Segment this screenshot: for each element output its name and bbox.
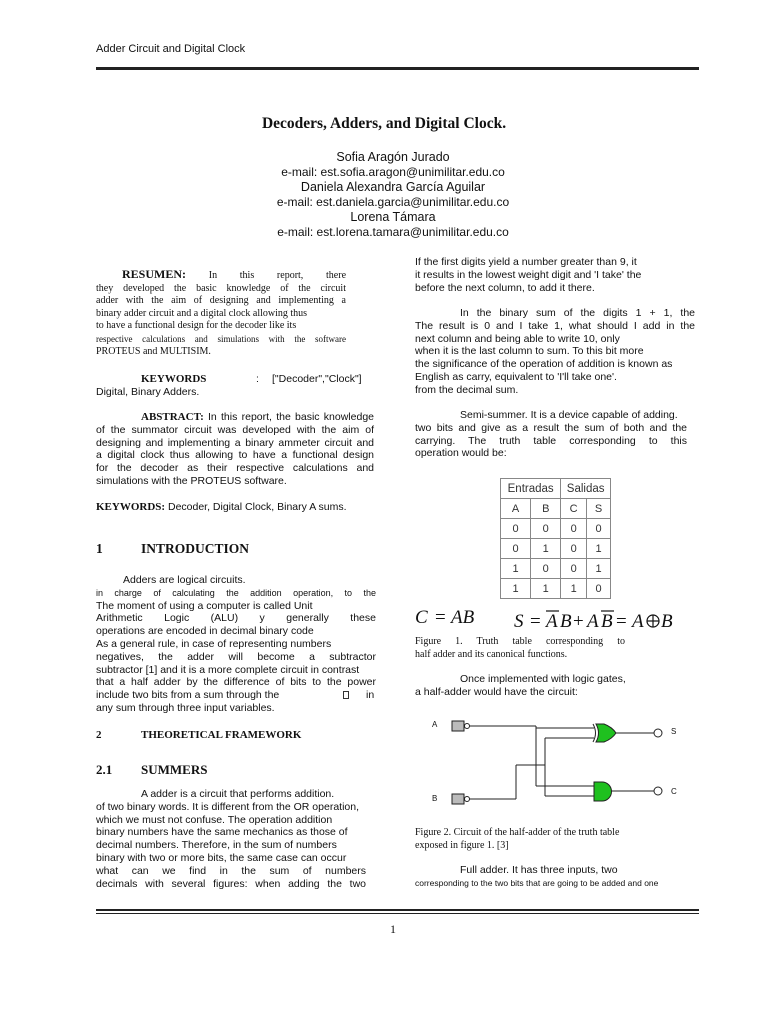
abstract-paragraph (96, 411, 374, 488)
text-line: that a half adder by the difference of bits to the power (96, 676, 376, 689)
text-line: of the summator circuit was developed with the aim of (96, 423, 374, 436)
section-1-number: 1 (96, 541, 103, 556)
right-paragraph-1 (415, 256, 695, 294)
text-line: from the decimal sum. (415, 383, 519, 396)
svg-text:=: = (435, 607, 446, 628)
text-line: operation would be: (415, 447, 507, 460)
text-line: two bits and give as a result the sum of both and the (415, 421, 687, 434)
svg-text:A: A (587, 611, 599, 632)
table-row (501, 519, 611, 539)
text-line: binary numbers have the same mechanics as those of (96, 826, 348, 839)
svg-text:B: B (601, 611, 613, 632)
table-cell: 1 (531, 579, 561, 599)
output-s-label: S (671, 727, 677, 736)
text-line: Semi-summer. It is a device capable of adding. (460, 409, 678, 421)
output-c-label: C (671, 787, 677, 796)
keywords-colon: : (256, 373, 259, 385)
text-line: corresponding to the two bits that are going to be added and one (415, 877, 659, 888)
running-header: Adder Circuit and Digital Clock (96, 43, 246, 55)
and-gate-icon (594, 782, 612, 801)
keywords-en-paragraph (96, 501, 376, 514)
table-cell: 0 (561, 519, 587, 539)
text-line: before the next column, to add it there. (415, 281, 595, 294)
table-group-header: Entradas (501, 479, 561, 499)
text-line: binary adder circuit and a digital clock allowing thus (96, 307, 308, 319)
paper-title: Decoders, Adders, and Digital Clock. (261, 115, 507, 132)
table-header-row (501, 499, 611, 519)
table-column-header: C (561, 499, 587, 519)
table-cell: 1 (531, 539, 561, 559)
footer-rule-thin (96, 913, 699, 914)
table-cell: 0 (531, 519, 561, 539)
section-2-title: THEORETICAL FRAMEWORK (141, 729, 302, 741)
text-line: next column and being able to write 10, only (415, 332, 620, 345)
header-rule (96, 67, 699, 70)
table-cell: 0 (587, 579, 611, 599)
table-cell: 0 (501, 539, 531, 559)
text-line: the significance of the operation of addition is known as (415, 358, 673, 371)
text-line: In this report, the basic knowledge (208, 411, 374, 423)
table-row (501, 539, 611, 559)
text-line: subtractor [1] and it is a more complete circuit in contrast (96, 663, 360, 676)
table-cell: 0 (587, 519, 611, 539)
table-cell: 0 (531, 559, 561, 579)
text-line: Figure 1. Truth table corresponding to (415, 636, 625, 647)
text-line: The moment of using a computer is called Unit (96, 599, 313, 612)
author-name: Sofia Aragón Jurado (336, 150, 450, 164)
figure-1-caption (415, 635, 625, 661)
table-cell: 0 (561, 539, 587, 559)
text-line: As a general rule, in case of representing numbers (96, 637, 332, 650)
section-2-1-title: SUMMERS (141, 762, 208, 777)
text-line: they developed the basic knowledge of the circuit (96, 282, 346, 294)
svg-text:A: A (546, 611, 558, 632)
text-line: simulations with the PROTEUS software. (96, 474, 287, 487)
text-line: Digital, Binary Adders. (96, 386, 200, 398)
table-row (501, 559, 611, 579)
keywords-paragraph (96, 373, 374, 399)
text-line: include two bits from a sum through the (96, 689, 280, 702)
half-adder-circuit (420, 712, 690, 812)
keywords-en-label: KEYWORDS: (96, 501, 166, 513)
figure-2-caption (415, 826, 675, 852)
input-a-label: A (432, 720, 438, 729)
svg-text:B: B (661, 611, 673, 632)
text-line: decimal numbers. Therefore, in the sum of numbers (96, 839, 337, 852)
text-line: a digital clock thus allowing to have a functional design (96, 449, 374, 462)
right-paragraph-2 (415, 307, 695, 397)
svg-text:=: = (530, 611, 541, 632)
introduction-paragraph (96, 574, 376, 715)
right-paragraph-4 (415, 673, 665, 699)
text-line: half adder and its canonical functions. (415, 649, 568, 660)
table-column-header: S (587, 499, 611, 519)
text-line: In this report, there (208, 270, 347, 281)
text-line: Full adder. It has three inputs, two (460, 864, 618, 876)
text-line: for the decoder as their respective calculations and (96, 462, 374, 475)
text-line: any sum through three input variables. (96, 701, 275, 714)
truth-table (500, 478, 611, 599)
text-line: Figure 2. Circuit of the half-adder of the truth table (415, 827, 620, 838)
resumen-paragraph (96, 268, 346, 358)
text-line: exposed in figure 1. [3] (415, 840, 509, 851)
table-cell: 0 (561, 559, 587, 579)
table-cell: 1 (501, 559, 531, 579)
svg-text:S: S (514, 611, 524, 632)
section-2-1-number: 2.1 (96, 762, 113, 777)
text-line: in (366, 689, 375, 702)
text-line: a half-adder would have the circuit: (415, 685, 578, 698)
text-line: English as carry, equivalent to 'I'll take one'. (415, 370, 617, 383)
svg-text:AB: AB (451, 607, 475, 628)
text-line: of two binary words. It is different from the OR operation, (96, 800, 360, 813)
svg-text:=: = (616, 611, 627, 632)
text-line: binary with two or more bits, the same case can occur (96, 851, 347, 864)
circuit-schematic (420, 712, 690, 812)
author-block (0, 150, 768, 239)
abstract-label: ABSTRACT: (141, 411, 204, 423)
text-line: adder with the aim of designing and implementing a (96, 295, 346, 307)
text-line: PROTEUS and MULTISIM. (96, 345, 211, 357)
svg-text:A: A (632, 611, 644, 632)
section-2-number: 2 (96, 729, 102, 741)
text-line: Adders are logical circuits. (123, 574, 246, 586)
keywords-en-value: Decoder, Digital Clock, Binary A sums. (167, 501, 347, 513)
text-line: designing and implementing a binary ammeter circuit and (96, 436, 374, 449)
canonical-functions-formula (413, 604, 678, 634)
text-line: carrying. The truth table corresponding to this (415, 434, 687, 447)
text-line: which we must not confuse. The operation addition (96, 813, 333, 826)
text-line: to have a functional design for the decoder like its (96, 320, 297, 332)
text-line: In the binary sum of the digits 1 + 1, the (460, 307, 695, 319)
text-line: If the first digits yield a number greater than 9, it (415, 256, 637, 268)
author-name: Daniela Alexandra García Aguilar (300, 179, 486, 194)
text-line: respective calculations and simulations with the software (96, 333, 346, 344)
text-line: decimals with several figures: when adding the two (96, 877, 366, 890)
keywords-label: KEYWORDS (141, 373, 207, 385)
text-line: operations are encoded in decimal binary code (96, 625, 314, 638)
table-cell: 1 (587, 559, 611, 579)
svg-text:B: B (560, 611, 572, 632)
footer-rule (96, 909, 699, 911)
page-number: 1 (390, 922, 396, 936)
svg-text:C: C (415, 607, 428, 628)
resumen-label: RESUMEN: (122, 267, 187, 281)
xor-gate-icon (593, 724, 616, 742)
text-line: what can we find in the sum of numbers (96, 864, 366, 877)
section-1-title: INTRODUCTION (141, 541, 250, 556)
table-cell: 1 (501, 579, 531, 599)
author-email: e-mail: est.sofia.aragon@unimilitar.edu.co (281, 164, 505, 179)
text-line: The result is 0 and I take 1, what should I add in the (415, 319, 695, 332)
missing-glyph-icon (343, 691, 349, 699)
text-line: A adder is a circuit that performs addition. (141, 788, 335, 800)
table-cell: 1 (587, 539, 611, 559)
input-b-label: B (432, 794, 438, 803)
author-email: e-mail: est.lorena.tamara@unimilitar.edu.co (277, 224, 509, 239)
table-header-row (501, 479, 611, 499)
table-column-header: A (501, 499, 531, 519)
text-line: negatives, the adder will become a subtractor (96, 650, 376, 663)
text-line: Once implemented with logic gates, (460, 673, 626, 685)
right-paragraph-3 (415, 409, 687, 460)
right-paragraph-5 (415, 864, 705, 890)
author-email: e-mail: est.daniela.garcia@unimilitar.edu.co (276, 194, 510, 209)
table-group-header: Salidas (561, 479, 611, 499)
text-line: when it is the last column to sum. To this bit more (415, 345, 644, 358)
table-row (501, 579, 611, 599)
text-line: it results in the lowest weight digit and 'I take' the (415, 268, 642, 281)
text-line: in charge of calculating the addition operation, to the (96, 587, 376, 598)
summers-paragraph (96, 788, 366, 890)
text-line: Arithmetic Logic (ALU) y generally these (96, 612, 376, 625)
svg-text:+: + (573, 611, 584, 632)
table-cell: 0 (501, 519, 531, 539)
table-column-header: B (531, 499, 561, 519)
author-name: Lorena Támara (350, 209, 436, 224)
keywords-value: ["Decoder","Clock"] (272, 373, 362, 385)
table-cell: 1 (561, 579, 587, 599)
